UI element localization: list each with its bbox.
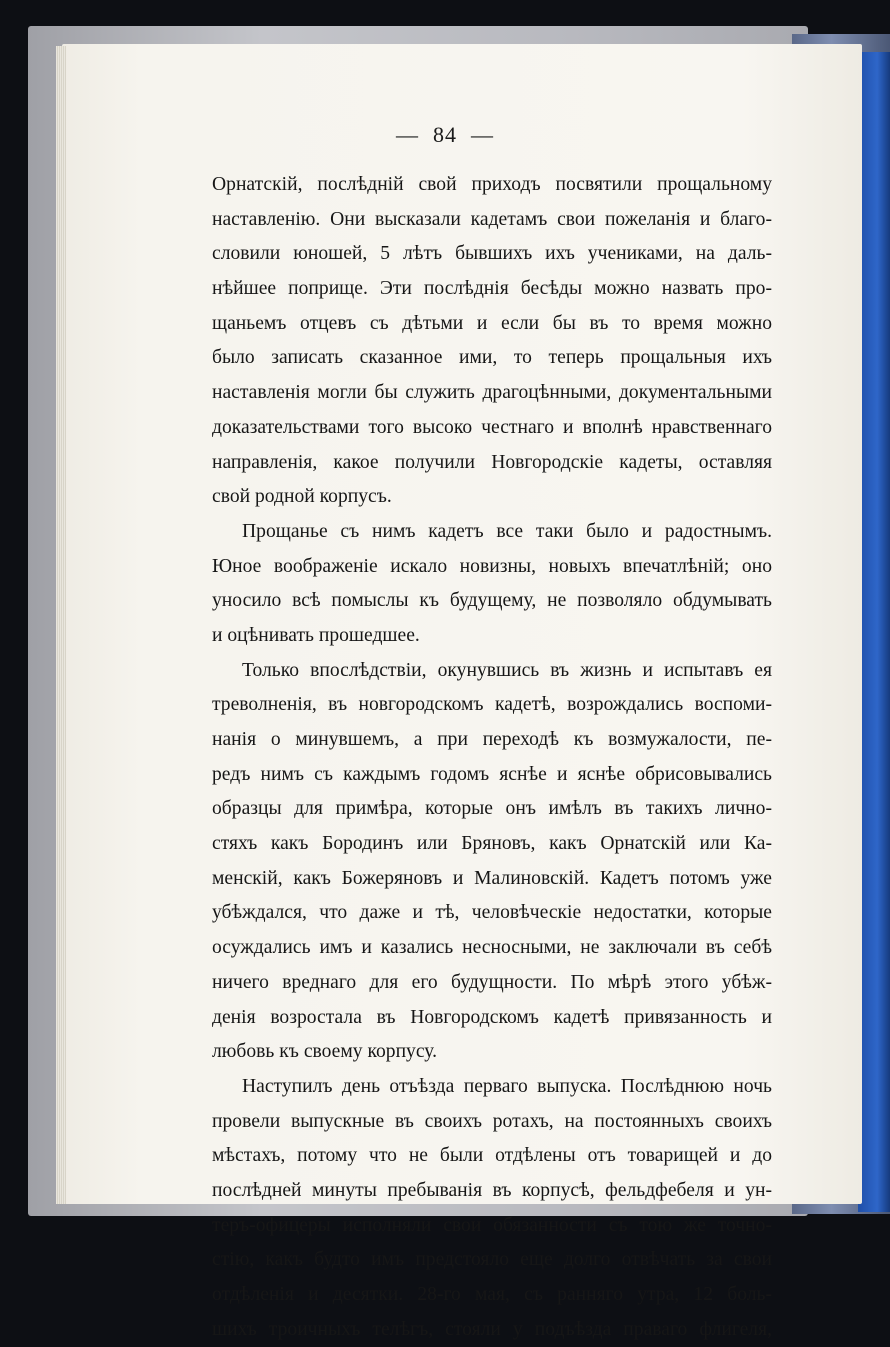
text-line: провели выпускные въ своихъ ротахъ, на постоянныхъ своихъ bbox=[212, 1110, 772, 1132]
text-line: денія возростала въ Новгородскомъ кадетѣ привязанность и bbox=[212, 1006, 772, 1028]
text-line: стію, какъ будто имъ предстояло еще долго отвѣчать за свои bbox=[212, 1249, 772, 1271]
text-body bbox=[212, 168, 772, 1347]
page-number-value: 84 bbox=[433, 122, 457, 147]
text-line: Юное воображеніе искало новизны, новыхъ впечатлѣній; оно bbox=[212, 555, 772, 577]
spine-edge bbox=[858, 52, 890, 1212]
text-line: Только впослѣдствіи, окунувшись въ жизнь и испытавъ ея bbox=[242, 659, 772, 681]
text-line: треволненія, въ новгородскомъ кадетѣ, возрождались воспоми- bbox=[212, 694, 772, 716]
text-line: любовь къ своему корпусу. bbox=[212, 1041, 438, 1063]
text-line: менскій, какъ Божеряновъ и Малиновскій. Кадетъ потомъ уже bbox=[212, 867, 772, 889]
text-line: стяхъ какъ Бородинъ или Бряновъ, какъ Орнатскій или Ка- bbox=[212, 833, 772, 855]
text-line: осуждались имъ и казались несносными, не заключали въ себѣ bbox=[212, 937, 772, 959]
page-number-dash-right: — bbox=[471, 122, 494, 147]
text-line: наставленія могли бы служить драгоцѣнными, документальными bbox=[212, 382, 772, 404]
text-line: доказательствами того высоко честнаго и вполнѣ нравственнаго bbox=[212, 416, 772, 438]
page-number bbox=[0, 122, 890, 148]
text-line: было записать сказанное ими, то теперь прощальныя ихъ bbox=[212, 347, 772, 369]
page-stack-edge bbox=[56, 46, 66, 1204]
text-line: направленія, какое получили Новгородскіе кадеты, оставляя bbox=[212, 451, 772, 473]
text-line: ничего вреднаго для его будущности. По мѣрѣ этого убѣж- bbox=[212, 971, 772, 993]
text-line: шихъ троичныхъ телѣгъ, стояли у подъѣзда праваго флигеля, bbox=[212, 1318, 772, 1340]
text-line: щаньемъ отцевъ съ дѣтьми и если бы въ то время можно bbox=[212, 312, 772, 334]
text-line: теръ-офицеры исполняли свои обязанности съ тою же точно- bbox=[212, 1214, 772, 1236]
page-number-dash-left: — bbox=[396, 122, 419, 147]
text-line: Орнатскій, послѣдній свой приходъ посвятили прощальному bbox=[212, 174, 772, 195]
text-line: убѣждался, что даже и тѣ, человѣческіе недостатки, которые bbox=[212, 902, 772, 924]
text-line: уносило всѣ помыслы къ будущему, не позволяло обдумывать bbox=[212, 590, 772, 612]
text-line: свой родной корпусъ. bbox=[212, 486, 392, 508]
text-line: послѣдней минуты пребыванія въ корпусѣ, фельдфебеля и ун- bbox=[212, 1179, 772, 1201]
text-line: Наступилъ день отъѣзда перваго выпуска. Послѣднюю ночь bbox=[242, 1075, 772, 1097]
text-line: образцы для примѣра, которые онъ имѣлъ въ такихъ лично- bbox=[212, 798, 772, 820]
text-line: наставленію. Они высказали кадетамъ свои пожеланія и благо- bbox=[212, 208, 772, 230]
text-line: нанія о минувшемъ, а при переходѣ къ возмужалости, пе- bbox=[212, 729, 772, 750]
text-line: и оцѣнивать прошедшее. bbox=[212, 624, 420, 646]
text-line: мѣстахъ, потому что не были отдѣлены отъ товарищей и до bbox=[212, 1145, 772, 1167]
text-line: редъ нимъ съ каждымъ годомъ яснѣе и яснѣе обрисовывались bbox=[212, 763, 772, 785]
text-line: нѣйшее поприще. Эти послѣднія бесѣды можно назвать про- bbox=[212, 278, 772, 300]
text-line: Прощанье съ нимъ кадетъ все таки было и радостнымъ. bbox=[242, 520, 772, 542]
text-line: отдѣленія и десятки. 28-го мая, съ ранняго утра, 12 боль- bbox=[212, 1284, 772, 1305]
text-line: словили юношей, 5 лѣтъ бывшихъ ихъ учениками, на даль- bbox=[212, 243, 772, 265]
